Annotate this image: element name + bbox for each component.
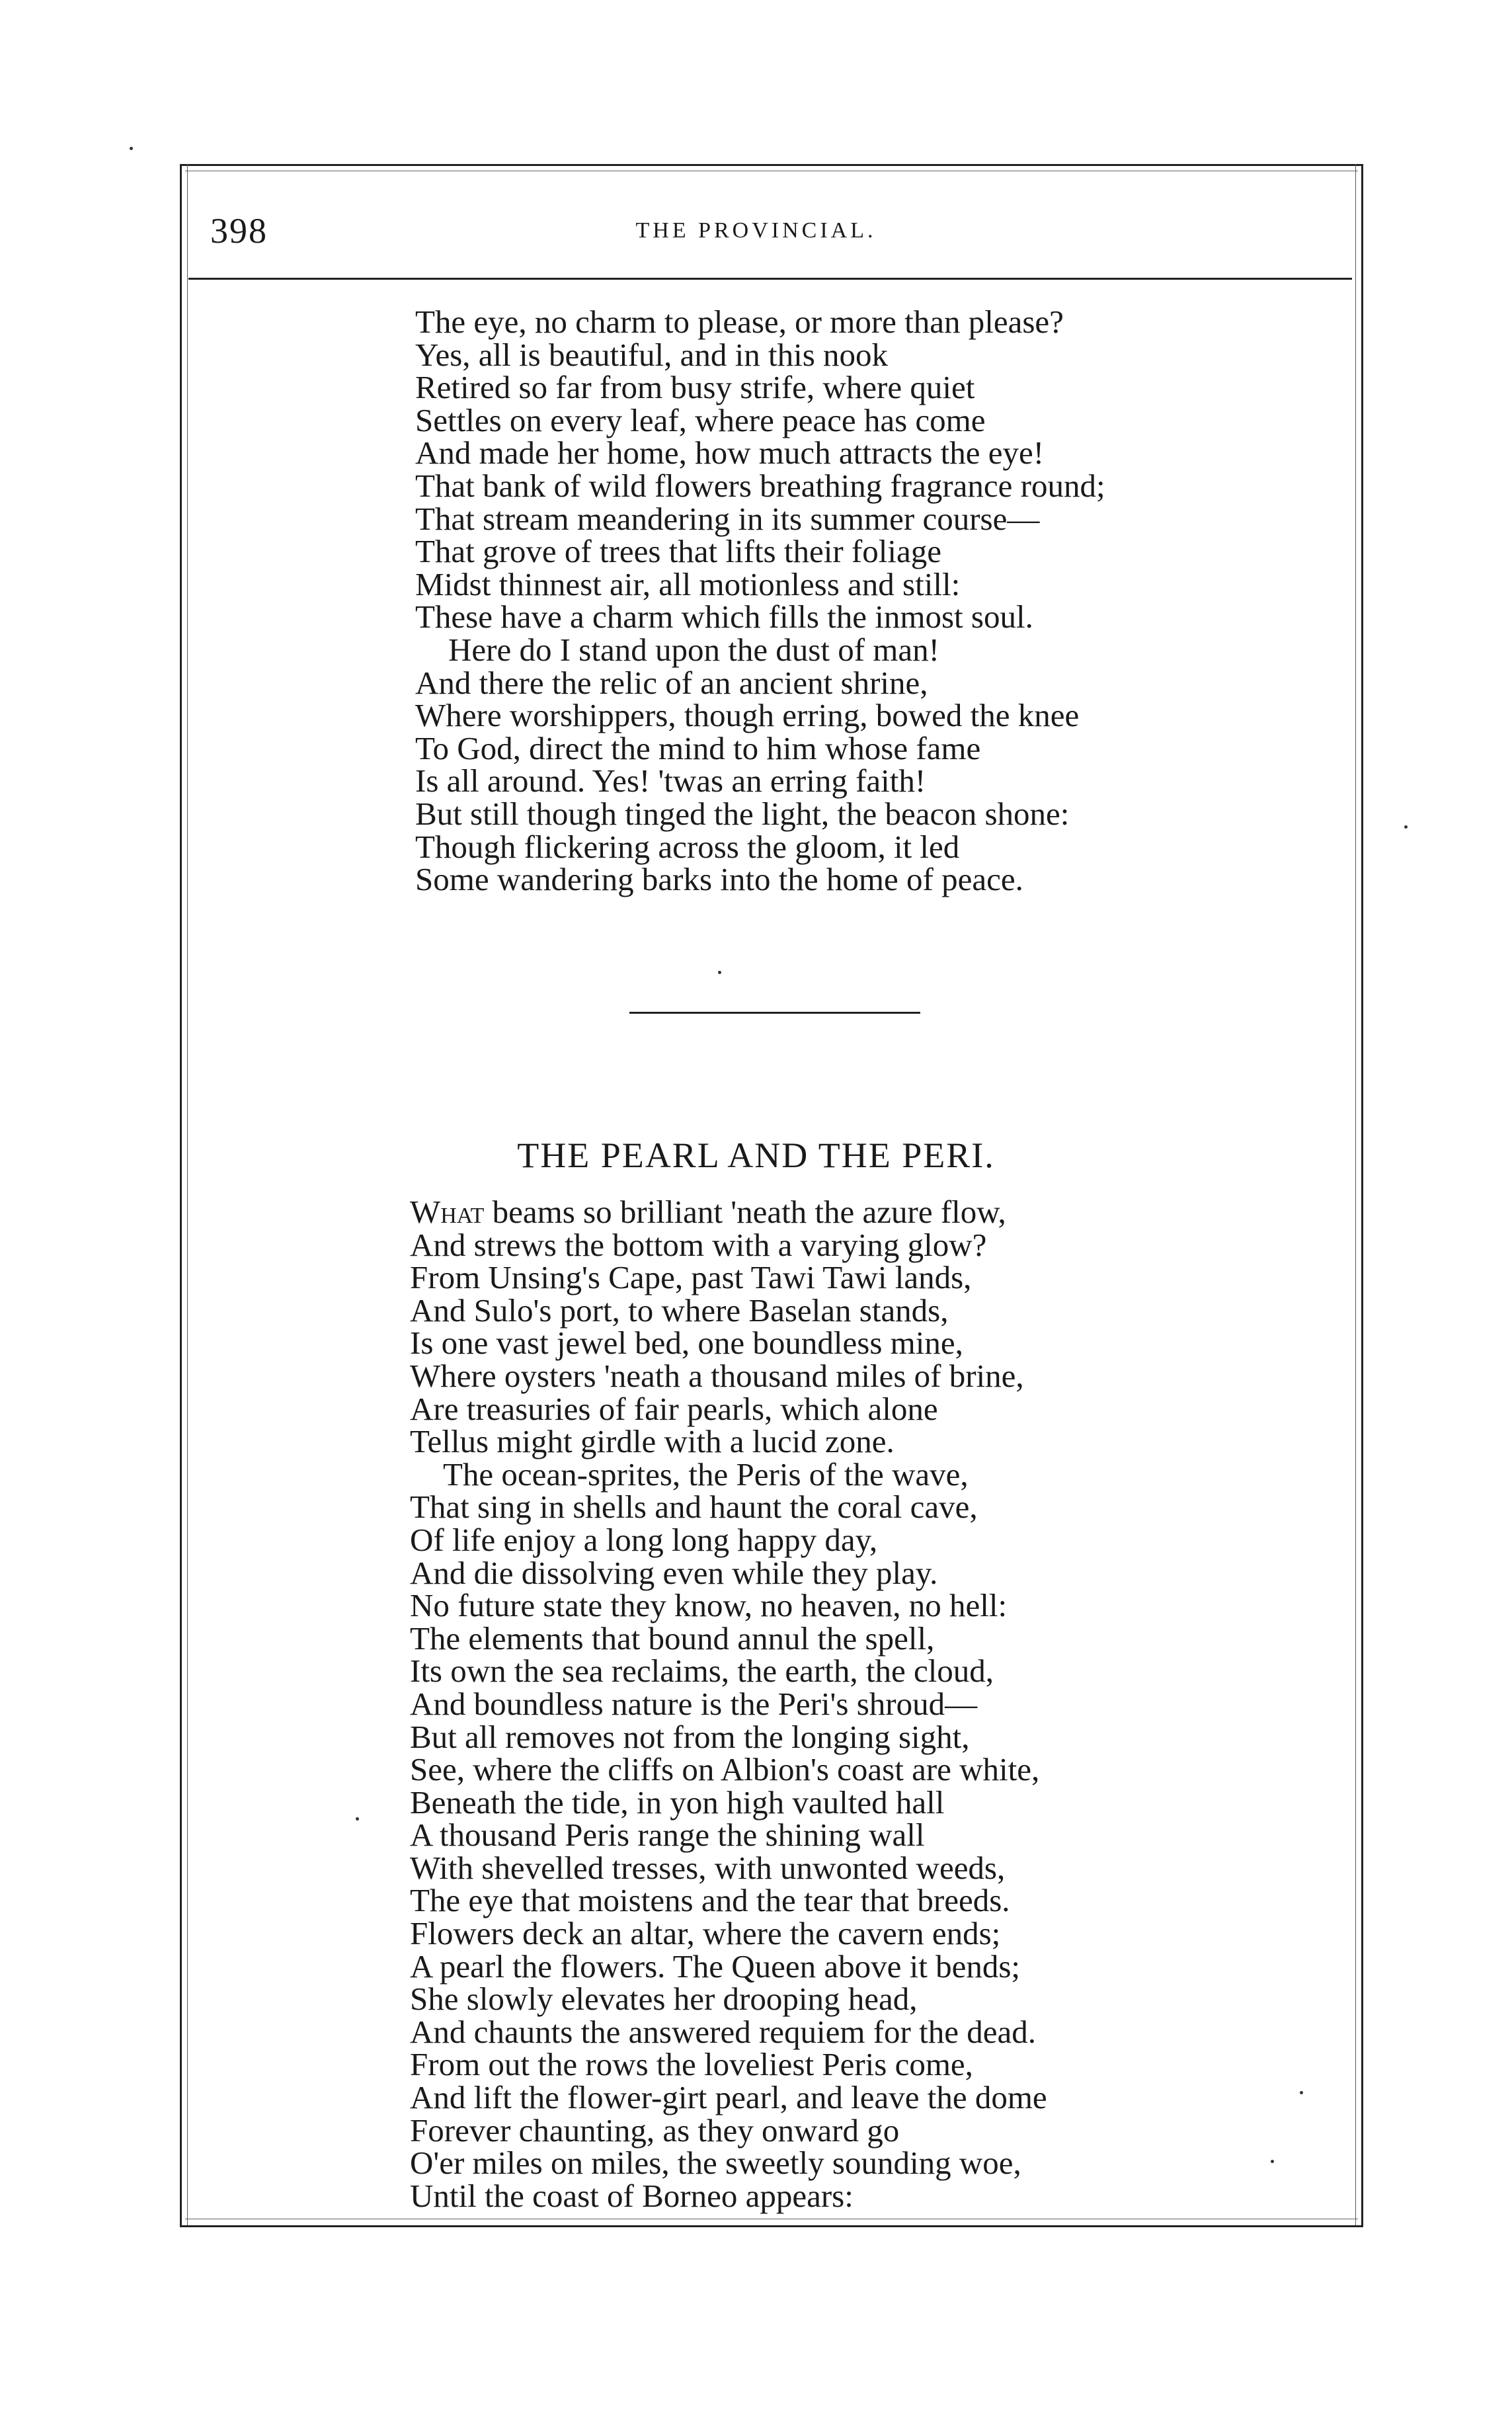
- poem-line: From out the rows the loveliest Peris come,: [410, 2046, 973, 2083]
- poem-line: The ocean-sprites, the Peris of the wave,: [443, 1456, 969, 1493]
- first-line-rest: beams so brilliant 'neath the azure flow,: [484, 1194, 1006, 1230]
- poem-line: And boundless nature is the Peri's shroud—: [410, 1685, 978, 1722]
- poem-line: She slowly elevates her drooping head,: [410, 1981, 918, 2018]
- poem-line: With shevelled tresses, with unwonted weeds,: [410, 1849, 1006, 1886]
- poem-line: That sing in shells and haunt the coral cave,: [410, 1489, 978, 1526]
- poem-line: A pearl the flowers. The Queen above it bends;: [410, 1948, 1021, 1985]
- poem-line: Some wandering barks into the home of peace.: [415, 861, 1023, 898]
- poem-line: And there the relic of an ancient shrine,: [415, 664, 928, 701]
- print-speck: [1404, 825, 1408, 829]
- print-speck: [718, 971, 721, 974]
- poem-line: That bank of wild flowers breathing fragrance round;: [415, 467, 1105, 504]
- poem-line: And Sulo's port, to where Baselan stands,: [410, 1292, 949, 1329]
- poem-line: Tellus might girdle with a lucid zone.: [410, 1423, 895, 1460]
- running-head: THE PROVINCIAL.: [635, 218, 877, 243]
- bottom-border-rule: [180, 2225, 1363, 2227]
- poem-line: Until the coast of Borneo appears:: [410, 2177, 854, 2214]
- poem-line: Flowers deck an altar, where the cavern ends;: [410, 1915, 1001, 1952]
- poem-line: O'er miles on miles, the sweetly sounding woe,: [410, 2145, 1021, 2182]
- poem-line: No future state they know, no heaven, no hell:: [410, 1587, 1008, 1624]
- poem-title: THE PEARL AND THE PERI.: [517, 1135, 995, 1175]
- poem-line: And lift the flower-girt pearl, and leave the dome: [410, 2079, 1047, 2116]
- poem-line: Is one vast jewel bed, one boundless mine,: [410, 1325, 963, 1362]
- poem-line: That grove of trees that lifts their foliage: [415, 533, 941, 570]
- poem-line: Beneath the tide, in yon high vaulted hall: [410, 1784, 945, 1821]
- poem-line: The eye, no charm to please, or more than please?: [415, 304, 1064, 340]
- poem-line: And chaunts the answered requiem for the dead.: [410, 2013, 1036, 2050]
- poem-line: Forever chaunting, as they onward go: [410, 2112, 900, 2149]
- poem-line: These have a charm which fills the inmost soul.: [415, 598, 1033, 636]
- poem-line: And die dissolving even while they play.: [410, 1554, 938, 1591]
- poem-line: Is all around. Yes! 'twas an erring faith!: [415, 762, 926, 800]
- poem-line: Midst thinnest air, all motionless and still:: [415, 565, 961, 602]
- print-speck: [1300, 2091, 1303, 2094]
- poem-line: Retired so far from busy strife, where quiet: [415, 369, 975, 406]
- poem-line: Though flickering across the gloom, it led: [415, 828, 960, 865]
- print-speck: [356, 1817, 359, 1821]
- poem-line: Yes, all is beautiful, and in this nook: [415, 336, 889, 373]
- poem-line: A thousand Peris range the shining wall: [410, 1817, 925, 1854]
- poem-line: See, where the cliffs on Albion's coast are white,: [410, 1751, 1040, 1788]
- poem-line: From Unsing's Cape, past Tawi Tawi lands,: [410, 1259, 972, 1296]
- header-rule: [188, 278, 1352, 280]
- poem-line: To God, direct the mind to him whose fame: [415, 729, 981, 766]
- poem-pearl-and-peri: [410, 1196, 1047, 2212]
- opening-word: What: [410, 1194, 485, 1230]
- poem-line: And made her home, how much attracts the eye!: [415, 434, 1045, 472]
- poem-line: Here do I stand upon the dust of man!: [448, 631, 939, 668]
- poem-continued: [415, 306, 1105, 896]
- poem-line: And strews the bottom with a varying glow?: [410, 1226, 987, 1263]
- poem-line: The eye that moistens and the tear that breeds.: [410, 1882, 1010, 1919]
- poem-line: Of life enjoy a long long happy day,: [410, 1521, 878, 1558]
- section-divider: [629, 1012, 920, 1014]
- poem-line: Its own the sea reclaims, the earth, the cloud,: [410, 1653, 994, 1690]
- print-speck: [130, 147, 133, 150]
- poem-line: But still though tinged the light, the beacon shone:: [415, 795, 1070, 832]
- poem-line: But all removes not from the longing sight,: [410, 1718, 970, 1755]
- poem-line: Where worshippers, though erring, bowed the knee: [415, 697, 1080, 734]
- poem-first-line: [410, 1196, 1047, 1229]
- poem-line: That stream meandering in its summer course—: [415, 500, 1040, 537]
- poem-line: The elements that bound annul the spell,: [410, 1620, 935, 1657]
- poem-line: Are treasuries of fair pearls, which alone: [410, 1390, 938, 1427]
- print-speck: [1271, 2160, 1274, 2163]
- poem-line: Settles on every leaf, where peace has come: [415, 401, 986, 438]
- page-number: 398: [210, 211, 268, 251]
- poem-line: Where oysters 'neath a thousand miles of brine,: [410, 1357, 1024, 1394]
